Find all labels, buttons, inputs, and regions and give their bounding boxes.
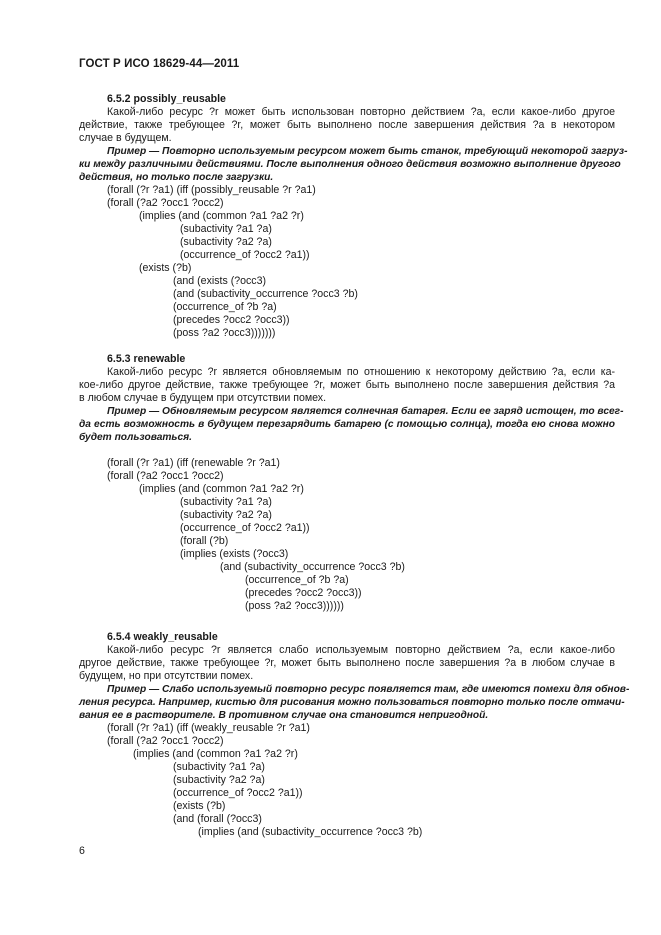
- code-line: (and (forall (?occ3): [173, 813, 262, 825]
- code-line: (subactivity ?a1 ?a): [173, 761, 265, 773]
- example-line: Пример — Обновляемым ресурсом является солнечная батарея. Если ее заряд истощен, то всег-: [107, 406, 624, 417]
- paragraph-line: будущем, но при отсутствии помех.: [79, 670, 254, 682]
- code-line: (occurrence_of ?occ2 ?a1)): [180, 522, 310, 534]
- code-line: (and (subactivity_occurrence ?occ3 ?b): [173, 288, 358, 300]
- code-line: (subactivity ?a2 ?a): [180, 236, 272, 248]
- section-heading: 6.5.2 possibly_reusable: [107, 93, 226, 105]
- code-line: (subactivity ?a1 ?a): [180, 223, 272, 235]
- example-line: ления ресурса. Например, кистью для рисования можно пользоваться повторно только после отмачи-: [79, 697, 625, 708]
- code-line: (forall (?r ?a1) (iff (renewable ?r ?a1): [107, 457, 280, 469]
- code-line: (implies (and (common ?a1 ?a2 ?r): [139, 210, 304, 222]
- section-heading: 6.5.3 renewable: [107, 353, 186, 365]
- code-line: (occurrence_of ?occ2 ?a1)): [173, 787, 303, 799]
- code-line: (precedes ?occ2 ?occ3)): [173, 314, 290, 326]
- code-line: (forall (?a2 ?occ1 ?occ2): [107, 735, 224, 747]
- example-line: Пример — Повторно используемым ресурсом может быть станок, требующий некоторой загруз-: [107, 146, 628, 157]
- code-line: (and (exists (?occ3): [173, 275, 267, 287]
- paragraph-line: другое действие, также требующее ?r, может быть выполнено после завершения ?a в любом случае в: [79, 657, 615, 669]
- page-number: 6: [79, 845, 85, 857]
- code-line: (exists (?b): [139, 262, 192, 274]
- paragraph-line: случае в будущем.: [79, 132, 172, 144]
- code-line: (implies (and (common ?a1 ?a2 ?r): [133, 748, 298, 760]
- example-line: будет пользоваться.: [79, 432, 192, 443]
- code-line: (subactivity ?a2 ?a): [180, 509, 272, 521]
- example-line: Пример — Слабо используемый повторно ресурс появляется там, где имеются помехи для обнов-: [107, 684, 630, 695]
- paragraph-line: Какой-либо ресурс ?r является слабо используемым повторно действием ?a, если какое-либо: [107, 644, 615, 656]
- document-header: ГОСТ Р ИСО 18629-44—2011: [79, 58, 240, 70]
- section-heading: 6.5.4 weakly_reusable: [107, 631, 218, 643]
- paragraph-line: в любом случае в будущем при отсутствии помех.: [79, 392, 327, 404]
- paragraph-line: действие, также требующее ?r, может быть выполнено после завершения действия ?a в некотором: [79, 119, 615, 131]
- code-line: (forall (?a2 ?occ1 ?occ2): [107, 470, 224, 482]
- code-line: (and (subactivity_occurrence ?occ3 ?b): [220, 561, 405, 573]
- paragraph-line: кое-либо другое действие, также требующее ?r, может быть выполнено после завершения действия ?a: [79, 379, 615, 391]
- code-line: (implies (exists (?occ3): [180, 548, 289, 560]
- example-line: да есть возможность в будущем перезарядить батарею (с помощью солнца), тогда ею снова можно: [79, 419, 615, 430]
- code-line: (subactivity ?a1 ?a): [180, 496, 272, 508]
- paragraph-line: Какой-либо ресурс ?r может быть использован повторно действием ?a, если какое-либо другое: [107, 106, 615, 118]
- code-line: (implies (and (subactivity_occurrence ?occ3 ?b): [198, 826, 423, 838]
- code-line: (occurrence_of ?b ?a): [173, 301, 277, 313]
- code-line: (occurrence_of ?occ2 ?a1)): [180, 249, 310, 261]
- code-line: (exists (?b): [173, 800, 226, 812]
- code-line: (occurrence_of ?b ?a): [245, 574, 349, 586]
- code-line: (forall (?r ?a1) (iff (possibly_reusable ?r ?a1): [107, 184, 316, 196]
- code-line: (forall (?b): [180, 535, 229, 547]
- paragraph-line: Какой-либо ресурс ?r является обновляемым по отношению к некоторому действию ?a, если ка-: [107, 366, 615, 378]
- code-line: (poss ?a2 ?occ3)))))): [245, 600, 344, 612]
- code-line: (precedes ?occ2 ?occ3)): [245, 587, 362, 599]
- code-line: (poss ?a2 ?occ3))))))): [173, 327, 276, 339]
- code-line: (forall (?r ?a1) (iff (weakly_reusable ?r ?a1): [107, 722, 310, 734]
- code-line: (forall (?a2 ?occ1 ?occ2): [107, 197, 224, 209]
- code-line: (implies (and (common ?a1 ?a2 ?r): [139, 483, 304, 495]
- example-line: действия, но только после загрузки.: [79, 172, 274, 183]
- code-line: (subactivity ?a2 ?a): [173, 774, 265, 786]
- example-line: вания ее в растворителе. В противном случае она становится непригодной.: [79, 710, 489, 721]
- example-line: ки между различными действиями. После выполнения одного действия возможно выполнение другого: [79, 159, 621, 170]
